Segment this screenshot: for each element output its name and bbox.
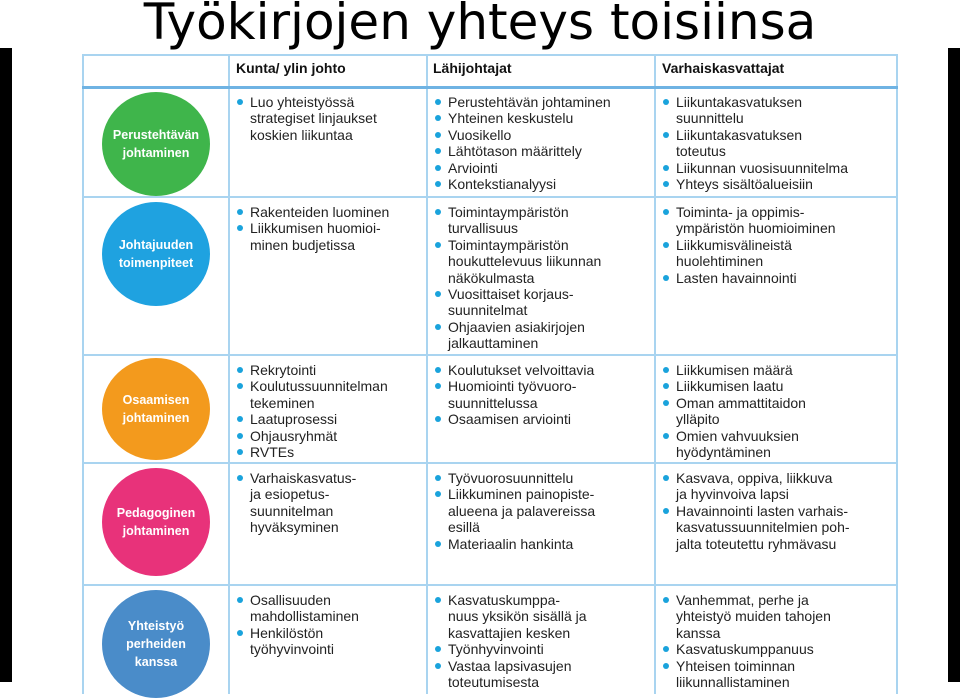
bullet-item: Osaamisen arviointi bbox=[432, 411, 594, 427]
bullet-item: Koulutukset velvoittavia bbox=[432, 362, 594, 378]
cell-r3-c2 bbox=[432, 362, 594, 428]
grid-line bbox=[82, 196, 898, 198]
cell-r5-c1 bbox=[234, 592, 359, 658]
cell-r4-c3 bbox=[660, 470, 850, 552]
bullet-item: Koulutussuunnitelman tekeminen bbox=[234, 378, 388, 411]
cell-r3-c1 bbox=[234, 362, 388, 460]
bullet-item: Rekrytointi bbox=[234, 362, 388, 378]
bullet-item: Liikkuminen painopiste- alueena ja palavereissa esillä bbox=[432, 486, 595, 535]
bullet-item: Lähtötason määrittely bbox=[432, 143, 611, 159]
bullet-item: Työvuorosuunnittelu bbox=[432, 470, 595, 486]
column-header-lahijohtajat: Lähijohtajat bbox=[433, 60, 512, 76]
grid-line bbox=[82, 462, 898, 464]
row-label-yhteistyo-perheiden-kanssa: Yhteistyö perheiden kanssa bbox=[102, 590, 210, 698]
bullet-item: Kasvatuskumppa- nuus yksikön sisällä ja kasvattajien kesken bbox=[432, 592, 587, 641]
bullet-item: Lasten havainnointi bbox=[660, 270, 836, 286]
bullet-item: Perustehtävän johtaminen bbox=[432, 94, 611, 110]
bullet-item: Materiaalin hankinta bbox=[432, 536, 595, 552]
bullet-item: Liikkumisen laatu bbox=[660, 378, 806, 394]
bullet-item: Yhteys sisältöalueisiin bbox=[660, 176, 848, 192]
cell-r4-c2 bbox=[432, 470, 595, 552]
row-label-osaamisen-johtaminen: Osaamisen johtaminen bbox=[102, 358, 210, 460]
bullet-item: Toimintaympäristön turvallisuus bbox=[432, 204, 601, 237]
cell-r2-c1 bbox=[234, 204, 389, 253]
cell-r1-c3 bbox=[660, 94, 848, 192]
bullet-item: Yhteisen toiminnan liikunnallistaminen bbox=[660, 658, 831, 691]
bullet-item: Laatuprosessi bbox=[234, 411, 388, 427]
cell-r1-c2 bbox=[432, 94, 611, 192]
bullet-item: Varhaiskasvatus- ja esiopetus- suunnitelman hyväksyminen bbox=[234, 470, 356, 536]
bullet-item: Liikunnan vuosisuunnitelma bbox=[660, 160, 848, 176]
cell-r2-c2 bbox=[432, 204, 601, 352]
bullet-item: Toiminta- ja oppimis- ympäristön huomioiminen bbox=[660, 204, 836, 237]
bullet-item: Liikkumisen määrä bbox=[660, 362, 806, 378]
bullet-item: Liikkumisen huomioi- minen budjetissa bbox=[234, 220, 389, 253]
bullet-item: Liikkumisvälineistä huolehtiminen bbox=[660, 237, 836, 270]
cell-r4-c1 bbox=[234, 470, 356, 536]
cell-r5-c2 bbox=[432, 592, 587, 690]
bullet-item: Vuosittaiset korjaus- suunnitelmat bbox=[432, 286, 601, 319]
bullet-item: Arviointi bbox=[432, 160, 611, 176]
bullet-item: Liikuntakasvatuksen suunnittelu bbox=[660, 94, 848, 127]
row-label-johtajuuden-toimenpiteet: Johtajuuden toimenpiteet bbox=[102, 202, 210, 306]
bullet-item: Ohjaavien asiakirjojen jalkauttaminen bbox=[432, 319, 601, 352]
grid-line bbox=[82, 54, 898, 56]
bullet-item: Havainnointi lasten varhais- kasvatussuunnitelmien poh- jalta toteutettu ryhmävasu bbox=[660, 503, 850, 552]
cell-r5-c3 bbox=[660, 592, 831, 690]
bullet-item: Työnhyvinvointi bbox=[432, 641, 587, 657]
bullet-item: Henkilöstön työhyvinvointi bbox=[234, 625, 359, 658]
bullet-item: RVTEs bbox=[234, 444, 388, 460]
grid-line bbox=[82, 54, 84, 694]
bullet-item: Huomiointi työvuoro- suunnittelussa bbox=[432, 378, 594, 411]
grid-line bbox=[82, 584, 898, 586]
row-label-pedagoginen-johtaminen: Pedagoginen johtaminen bbox=[102, 468, 210, 576]
bullet-item: Luo yhteistyössä strategiset linjaukset koskien liikuntaa bbox=[234, 94, 377, 143]
bullet-item: Osallisuuden mahdollistaminen bbox=[234, 592, 359, 625]
row-label-perustehtavan-johtaminen: Perustehtävän johtaminen bbox=[102, 92, 210, 196]
column-header-kunta: Kunta/ ylin johto bbox=[236, 60, 346, 76]
bullet-item: Vastaa lapsivasujen toteutumisesta bbox=[432, 658, 587, 691]
bullet-item: Liikuntakasvatuksen toteutus bbox=[660, 127, 848, 160]
header-divider bbox=[82, 86, 898, 89]
bullet-item: Kasvatuskumppanuus bbox=[660, 641, 831, 657]
grid-line bbox=[228, 54, 230, 694]
column-header-varhaiskasvattajat: Varhaiskasvattajat bbox=[662, 60, 785, 76]
bullet-item: Ohjausryhmät bbox=[234, 428, 388, 444]
bullet-item: Yhteinen keskustelu bbox=[432, 110, 611, 126]
bullet-item: Kontekstianalyysi bbox=[432, 176, 611, 192]
slide-title: Työkirjojen yhteys toisiinsa bbox=[143, 0, 817, 51]
cell-r1-c1 bbox=[234, 94, 377, 143]
bullet-item: Rakenteiden luominen bbox=[234, 204, 389, 220]
bullet-item: Toimintaympäristön houkuttelevuus liikunnan näkökulmasta bbox=[432, 237, 601, 286]
bullet-item: Vanhemmat, perhe ja yhteistyö muiden tahojen kanssa bbox=[660, 592, 831, 641]
cell-r3-c3 bbox=[660, 362, 806, 460]
grid-line bbox=[82, 354, 898, 356]
bullet-item: Vuosikello bbox=[432, 127, 611, 143]
bullet-item: Omien vahvuuksien hyödyntäminen bbox=[660, 428, 806, 461]
cell-r2-c3 bbox=[660, 204, 836, 286]
grid-line bbox=[654, 54, 656, 694]
grid-line bbox=[426, 54, 428, 694]
right-black-bar bbox=[948, 48, 960, 682]
grid-line bbox=[896, 54, 898, 694]
left-black-bar bbox=[0, 48, 12, 682]
bullet-item: Kasvava, oppiva, liikkuva ja hyvinvoiva lapsi bbox=[660, 470, 850, 503]
bullet-item: Oman ammattitaidon ylläpito bbox=[660, 395, 806, 428]
